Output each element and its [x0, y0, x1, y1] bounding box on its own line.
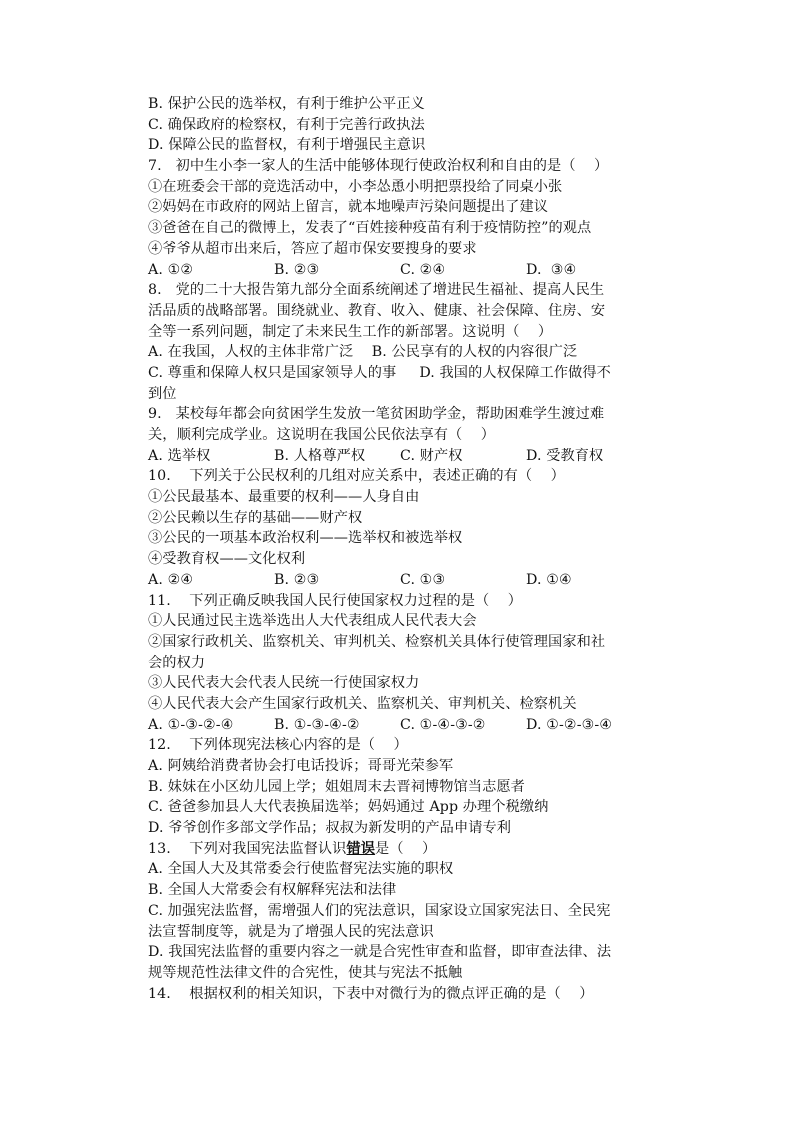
q12-option-d: D. 爷爷创作多部文学作品；叔叔为新发明的产品申请专利	[148, 820, 512, 837]
q7-item-3: ③爸爸在自己的微博上，发表了“百姓接种疫苗有利于疫情防控”的观点	[148, 220, 592, 237]
q13-option-line: A. 全国人大及其常委会行使监督宪法实施的职权	[148, 861, 454, 878]
q10-choice-a: A. ②④	[148, 571, 194, 588]
q10-choice-b: B. ②③	[274, 571, 320, 588]
q10-item-4: ④受教育权——文化权利	[148, 551, 306, 568]
q10-choice-d: D. ①④	[526, 571, 572, 588]
document-page	[148, 94, 688, 1004]
q7-choice-c: C. ②④	[400, 261, 446, 278]
q11-choice-d: D. ①-②-③-④	[526, 716, 613, 733]
q9-stem-line: 关，顺利完成学业。这说明在我国公民依法享有（ ）	[148, 427, 496, 443]
q13-option-line: D. 我国宪法监督的重要内容之一就是合宪性审查和监督，即审查法律、法	[148, 944, 612, 961]
q10-choices	[148, 570, 688, 591]
q11-item-line: ①人民通过民主选举选出人大代表组成人民代表大会	[148, 613, 477, 630]
q9-choice-a: A. 选举权	[148, 447, 211, 464]
q12-option-b: B. 妹妹在小区幼儿园上学；姐姐周末去晋祠博物馆当志愿者	[148, 778, 525, 795]
q8-option-line: C. 尊重和保障人权只是国家领导人的事 D. 我国的人权保障工作做得不	[148, 364, 611, 381]
q14-stem: 14. 根据权利的相关知识，下表中对微行为的微点评正确的是（ ）	[148, 985, 594, 1002]
q13-option-line: 法宣誓制度等，就是为了增强人民的宪法意识	[148, 923, 434, 940]
q13-stem	[148, 839, 688, 860]
q11-item-line: ③人民代表大会代表人民统一行使国家权力	[148, 675, 420, 692]
q8-option-line: A. 在我国，人权的主体非常广泛 B. 公民享有的人权的内容很广泛	[148, 344, 578, 361]
q8-stem-line: 活品质的战略部署。围绕就业、教育、收入、健康、社会保障、住房、安	[148, 302, 606, 319]
q9-choice-d: D. 受教育权	[526, 447, 604, 464]
q11-item-line: 会的权力	[148, 654, 206, 671]
q13-stem-before: 13. 下列对我国宪法监督认识	[148, 840, 347, 857]
q10-stem: 10. 下列关于公民权利的几组对应关系中，表述正确的有（ ）	[148, 468, 565, 485]
q10-item-2: ②公民赖以生存的基础——财产权	[148, 509, 363, 526]
q11-choice-c: C. ①-④-③-②	[400, 716, 486, 733]
q7-choices	[148, 260, 688, 281]
q12-option-c: C. 爸爸参加县人大代表换届选举；妈妈通过 App 办理个税缴纳	[148, 799, 549, 816]
q10-choice-c: C. ①③	[400, 571, 446, 588]
q7-stem: 7. 初中生小李一家人的生活中能够体现行使政治权利和自由的是（ ）	[148, 158, 609, 175]
q9-choices	[148, 446, 688, 467]
q9-choice-b: B. 人格尊严权	[274, 447, 366, 464]
q11-choices	[148, 715, 688, 736]
q13-stem-after: 是（ ）	[375, 840, 437, 857]
q11-choice-a: A. ①-③-②-④	[148, 716, 234, 733]
q7-item-2: ②妈妈在市政府的网站上留言，就本地噪声污染问题提出了建议	[148, 199, 549, 216]
q13-option-line: B. 全国人大常委会有权解释宪法和法律	[148, 882, 397, 899]
q9-stem-line: 9. 某校每年都会向贫困学生发放一笔贫困助学金，帮助困难学生渡过难	[148, 406, 605, 423]
q7-choice-d: D. ③④	[526, 261, 577, 278]
q11-item-line: ②国家行政机关、监察机关、审判机关、检察机关具体行使管理国家和社	[148, 633, 606, 650]
q7-choice-b: B. ②③	[274, 261, 320, 278]
q12-option-a: A. 阿姨给消费者协会打电话投诉；哥哥光荣参军	[148, 758, 454, 774]
q8-stem-line: 8. 党的二十大报告第九部分全面系统阐述了增进民生福祉、提高人民生	[148, 282, 605, 299]
q11-item-line: ④人民代表大会产生国家行政机关、监察机关、审判机关、检察机关	[148, 695, 577, 712]
q12-stem: 12. 下列体现宪法核心内容的是（ ）	[148, 737, 408, 754]
q8-option-line: 到位	[148, 385, 177, 402]
q11-choice-b: B. ①-③-④-②	[274, 716, 360, 733]
q11-stem: 11. 下列正确反映我国人民行使国家权力过程的是（ ）	[148, 592, 523, 609]
q6-option-c: C. 确保政府的检察权，有利于完善行政执法	[148, 116, 425, 133]
q7-item-1: ①在班委会干部的竞选活动中，小李怂恿小明把票投给了同桌小张	[148, 178, 563, 195]
q9-choice-c: C. 财产权	[400, 447, 463, 464]
q13-option-line: 规等规范性法律文件的合宪性，使其与宪法不抵触	[148, 964, 463, 981]
q13-option-line: C. 加强宪法监督，需增强人们的宪法意识，国家设立国家宪法日、全民宪	[148, 902, 611, 919]
q10-item-3: ③公民的一项基本政治权利——选举权和被选举权	[148, 530, 463, 547]
q6-option-b: B. 保护公民的选举权，有利于维护公平正义	[148, 96, 425, 112]
q7-choice-a: A. ①②	[148, 261, 194, 278]
q6-option-d: D. 保障公民的监督权，有利于增强民主意识	[148, 137, 426, 154]
q13-stem-emphasis: 错误	[346, 840, 376, 857]
q7-item-4: ④爷爷从超市出来后，答应了超市保安要搜身的要求	[148, 240, 477, 257]
q8-stem-line: 全等一系列问题，制定了未来民生工作的新部署。这说明（ ）	[148, 323, 553, 340]
q10-item-1: ①公民最基本、最重要的权利——人身自由	[148, 489, 420, 506]
